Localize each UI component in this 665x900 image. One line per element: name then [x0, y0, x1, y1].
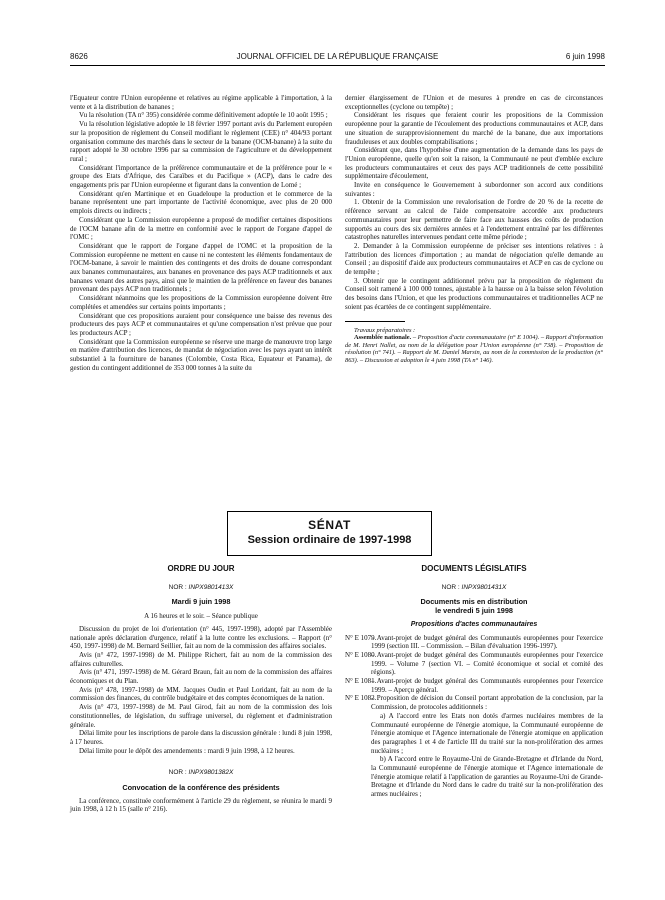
paragraph: Délai limite pour le dépôt des amendements : mardi 9 juin 1998, à 12 heures. — [79, 746, 295, 755]
paragraph: Avis (n° 478, 1997-1998) de MM. Jacques Oudin et Paul Loridant, fait au nom de la commission des finances, du contrôle budgétaire et des comptes économiques de la nation. — [70, 685, 332, 703]
travaux-preparatoires — [345, 327, 603, 365]
paragraph: 1. Obtenir de la Commission une revalorisation de l'ordre de 20 % de la recette de référence servant au calcul de l'aide compensatoire accordée aux producteurs communautaires pour leur permettre de faire face aux hausses des coûts de production supportés au cours des six dernières années et à l'endettement entraîné par les différentes catastrophes naturelles intervenues pendant cette même période ; — [345, 198, 603, 242]
paragraph: dernier élargissement de l'Union et de mesures à prendre en cas de circonstances exceptionnelles (cyclone ou tempête) ; — [345, 94, 603, 111]
senat-session: Session ordinaire de 1997-1998 — [247, 534, 412, 546]
travaux-text: – Proposition d'acte communautaire (n° E 1004). – Rapport d'information de M. Henri Nallet, au nom de la délégation pour l'Union européenne (n° 738). – Proposition de résolution (n° 741). – Rapport de M. Daniel Marsin, au nom de la commission de la production (n° 863). – Discussion et adoption le 4 juin 1998 (TA n° 146). — [345, 334, 603, 364]
paragraph: Considérant qu'en Martinique et en Guadeloupe la production et le commerce de la banane représentent une part importante de l'activité économique, avec plus de 20 000 emplois directs ou indirects ; — [70, 189, 332, 216]
paragraph: Considérant néanmoins que les propositions de la Commission européenne doivent être complétées et amendées sur certains points importants ; — [70, 294, 332, 311]
documents-date: le vendredi 5 juin 1998 — [435, 606, 513, 616]
document-item: N° E 1080. – Avant-projet de budget général des Communautés européennes pour l'exercice 1999. – Volume 7 (section VI. – Comité économique et social et comité des régions). — [345, 650, 603, 677]
sitting-intro: A 16 heures et le soir. – Séance publique — [144, 612, 258, 621]
column-left-top — [70, 94, 332, 373]
travaux-label: Travaux préparatoires : — [354, 326, 416, 334]
nor-reference: NOR : INPX9801431X — [441, 583, 507, 591]
document-item: N° E 1081. – Avant-projet de budget général des Communautés européennes pour l'exercice 1999. – Aperçu général. — [345, 677, 603, 694]
conference-heading: Convocation de la conférence des présidents — [122, 783, 280, 793]
documents-subheading: Propositions d'actes communautaires — [410, 620, 538, 628]
running-header — [70, 52, 605, 64]
paragraph: l'Equateur contre l'Union européenne et relatives au régime applicable à l'importation, à la vente et à la distribution de bananes ; — [70, 94, 332, 111]
paragraph: Considérant que le rapport de l'organe d'appel de l'OMC et la proposition de la Commission européenne ne mettent en cause ni ne contestent les éléments fondamentaux de l'OCM-banane, à savoir le maintien des contingents et des droits de douane correspondant aux bananes communautaires, aux bananes en provenance des pays ACP traditionnels et aux bananes venant des autres pays, ainsi que le maintien de la préférence en faveur des bananes provenant des pays ACP non traditionnels ; — [70, 241, 332, 294]
column-documents — [345, 565, 603, 799]
paragraph: Vu la résolution (TA n° 395) considérée comme définitivement adoptée le 10 août 1995 ; — [79, 111, 328, 120]
paragraph: Considérant que la Commission européenne se réserve une marge de manœuvre trop large en matière d'attribution des licences, de mandat de négociation avec les pays ayant un intérêt substantiel à la fourniture de bananes (Colombie, Costa Rica, Equateur et Panama), de gestion du contingent additionnel de 353 000 tonnes à la suite du — [70, 337, 332, 372]
paragraph: Considérant les risques que feraient courir les propositions de la Commission européenne pour la garantie de l'écoulement des productions communautaires et ACP, dans une situation de surapprovisionnement du marché de la banane, due aux importations frauduleuses et aux doubles comptabilisations ; — [345, 111, 603, 146]
paragraph: La conférence, constituée conformément à l'article 29 du règlement, se réunira le mardi 9 juin 1998, à 12 h 15 (salle n° 216). — [70, 796, 332, 814]
paragraph: Avis (n° 472, 1997-1998) de M. Philippe Richert, fait au nom de la commission des affaires culturelles. — [70, 650, 332, 668]
paragraph: Avis (n° 471, 1997-1998) de M. Gérard Braun, fait au nom de la commission des affaires économiques et du Plan. — [70, 668, 332, 686]
issue-date: 6 juin 1998 — [565, 52, 605, 61]
senat-title: SÉNAT — [308, 518, 351, 532]
header-rule — [70, 65, 605, 66]
paragraph: Avis (n° 473, 1997-1998) de M. Paul Girod, fait au nom de la commission des lois constitutionnelles, de législation, du suffrage universel, du règlement et d'administration générale. — [70, 703, 332, 729]
travaux-assemblee: Assemblée nationale. — [354, 334, 412, 342]
document-item: N° E 1079. – Avant-projet de budget général des Communautés européennes pour l'exercice 1999 (section III. – Commission. – Bilan d'évaluation 1996-1997). — [345, 633, 603, 651]
journal-title: JOURNAL OFFICIEL DE LA RÉPUBLIQUE FRANÇAISE — [236, 52, 439, 61]
documents-title: Documents mis en distribution — [420, 597, 528, 607]
paragraph: Délai limite pour les inscriptions de parole dans la discussion générale : lundi 8 juin 1998, à 17 heures. — [70, 729, 332, 746]
paragraph: Considérant que ces propositions auraient pour conséquence une baisse des revenus des producteurs des pays ACP et communautaires et qu'une compensation n'est prévue que pour les producteurs ACP ; — [70, 311, 332, 337]
subitem-b: b) A l'accord entre le Royaume-Uni de Grande-Bretagne et d'Irlande du Nord, la Communauté européenne de l'énergie atomique et l'Agence internationale de l'énergie atomique relatif à l'application de garanties au Royaume-Uni de Grande-Bretagne et d'Irlande du Nord dans le cadre du traité sur la non-prolifération des armes nucléaires ; — [371, 755, 603, 799]
document-item: N° E 1082. – Proposition de décision du Conseil portant approbation de la conclusion, par la Commission, de protocoles additionnels : — [345, 694, 603, 712]
nor-reference: NOR : INPX9801413X — [168, 583, 234, 591]
paragraph: 2. Demander à la Commission européenne de préciser ses intentions relatives : à l'attribution des licences d'importation ; au mandat de négociation qu'elle demande au Conseil ; au dispositif d'aide aux producteurs communautaires et ACP en cas de cyclone ou de tempête ; — [345, 241, 603, 277]
paragraph: Discussion du projet de loi d'orientation (n° 445, 1997-1998), adopté par l'Assemblée nationale après déclaration d'urgence, relatif à la lutte contre les exclusions. – Rapport (n° 450, 1997-1998) de M. Bernard Seillier, fait au nom de la commission des affaires sociales. — [70, 624, 332, 651]
section-heading-documents: DOCUMENTS LÉGISLATIFS — [421, 564, 527, 573]
separator-rule — [345, 321, 405, 322]
senat-banner — [227, 511, 432, 556]
paragraph: Considérant que la Commission européenne a proposé de modifier certaines dispositions de l'OCM banane afin de la mettre en conformité avec le rapport de l'organe d'appel de l'OMC ; — [70, 215, 332, 242]
paragraph: Invite en conséquence le Gouvernement à subordonner son accord aux conditions suivantes : — [345, 181, 603, 198]
page-number: 8626 — [70, 52, 88, 61]
paragraph: Considérant l'importance de la préférence communautaire et de la préférence pour le « groupe des Etats d'Afrique, des Caraïbes et du Pacifique » (ACP), dans le cadre des engagements pris par l'Union européenne et figurant dans la convention de Lomé ; — [70, 163, 332, 190]
paragraph: Vu la résolution législative adoptée le 18 février 1997 portant avis du Parlement européen sur la proposition de règlement du Conseil modifiant le règlement (CEE) n° 404/93 portant organisation commune des marchés dans le secteur de la banane (OCM-banane) à la suite du rapport adopté le 30 octobre 1996 par sa commission de l'agriculture et du développement rural ; — [70, 120, 332, 163]
subitem-a: a) A l'accord entre les Etats non dotés d'armes nucléaires membres de la Communauté européenne de l'énergie atomique, la Communauté européenne de l'énergie atomique et l'Agence internationale de l'énergie atomique en application des paragraphes 1 et 4 de l'article III du traité sur la non-prolifération des armes nucléaires ; — [371, 711, 603, 755]
section-heading-ordre: ORDRE DU JOUR — [167, 564, 235, 573]
nor-reference: NOR : INPX9801382X — [168, 769, 234, 777]
document-subitems — [345, 712, 603, 799]
sitting-date: Mardi 9 juin 1998 — [171, 597, 231, 607]
paragraph: Considérant que, dans l'hypothèse d'une augmentation de la demande dans les pays de l'Union européenne, quelle qu'en soit la raison, la Communauté ne peut d'emblée exclure les producteurs communautaires et ceux des pays ACP traditionnels de cette possibilité supplémentaire d'écoulement, — [345, 146, 603, 181]
column-right-top — [345, 94, 603, 365]
column-ordre-du-jour — [70, 565, 332, 814]
paragraph: 3. Obtenir que le contingent additionnel prévu par la proposition de règlement du Conseil soit ramené à 100 000 tonnes, ajustable à la hausse ou à la baisse selon l'évolution des besoins dans l'Union, et que les productions communautaires et traditionnelles ACP ne soient pas écartées de ce contingent supplémentaire. — [345, 276, 603, 311]
